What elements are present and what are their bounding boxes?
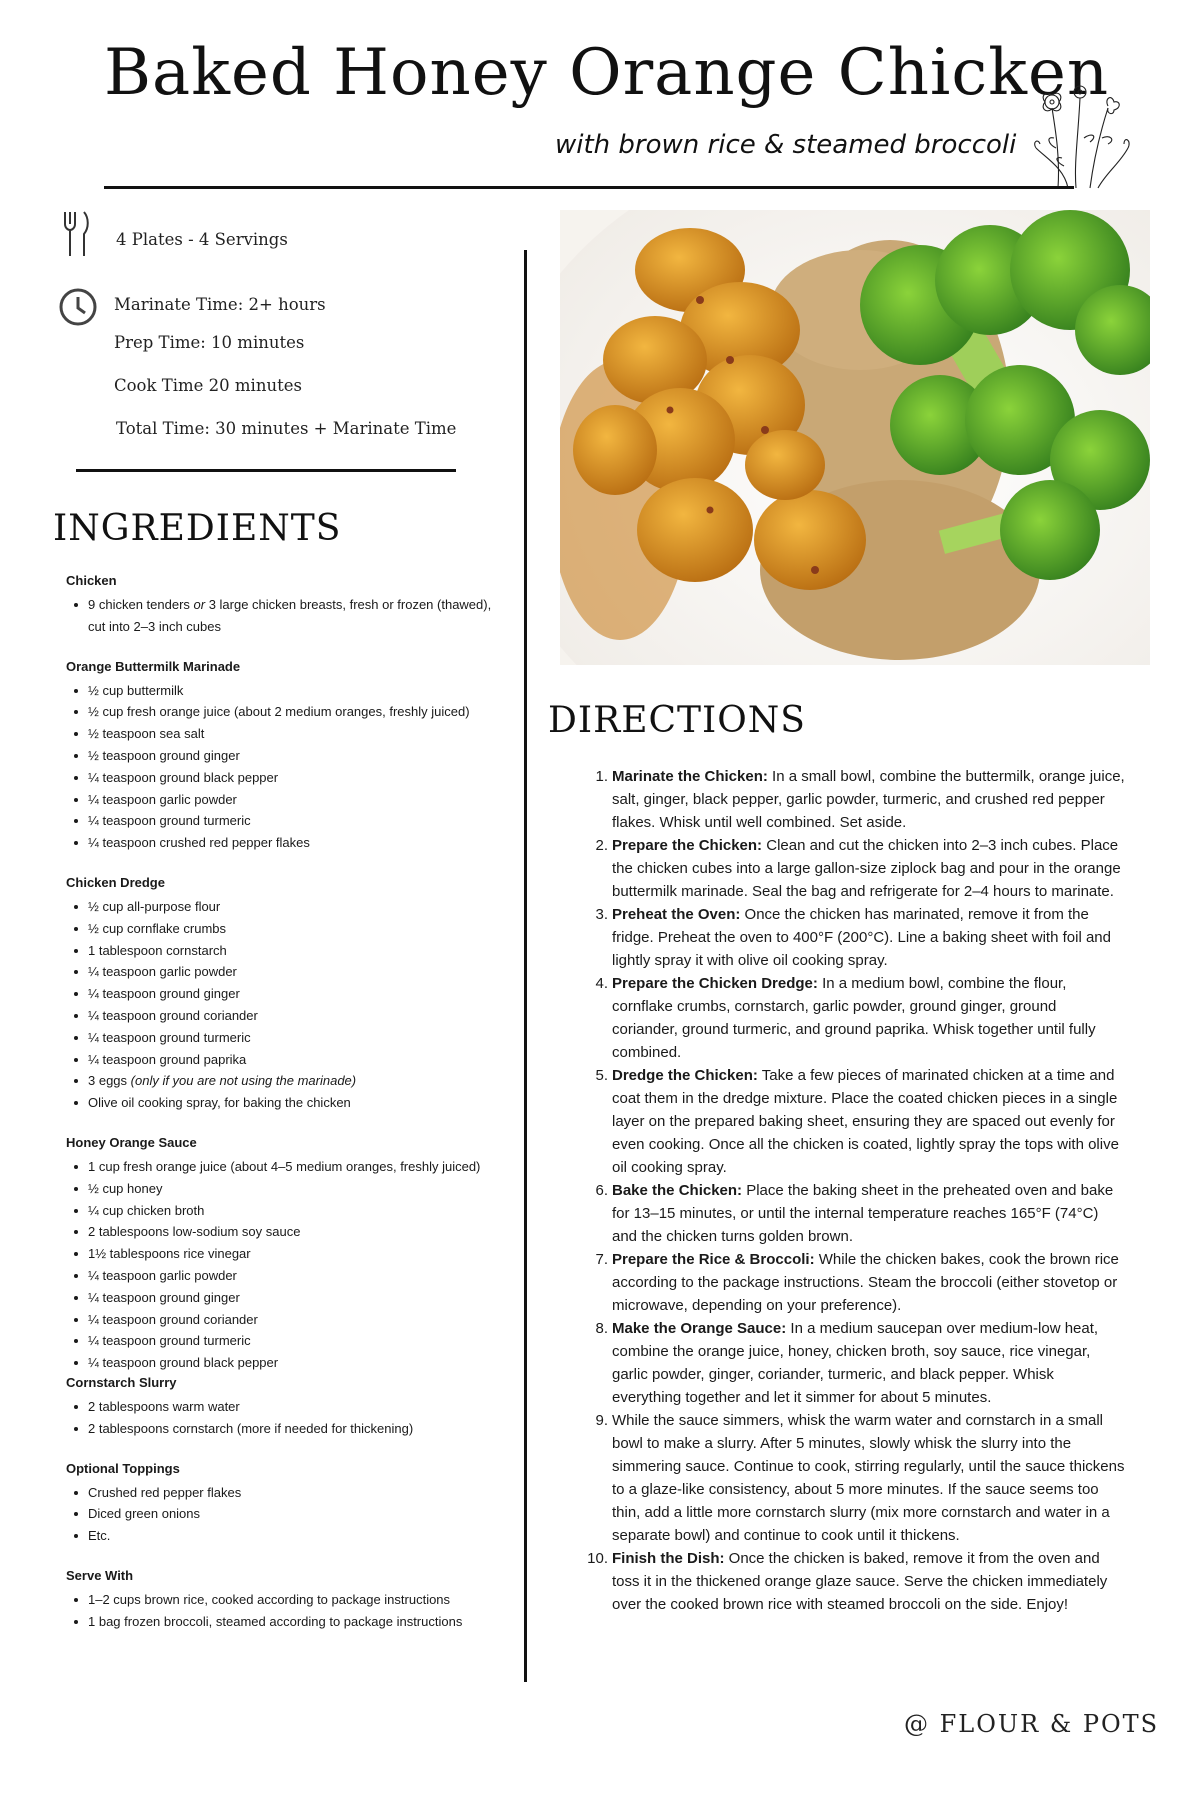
step-number: 5.	[595, 1067, 608, 1084]
ingredient-item: ½ cup cornflake crumbs	[88, 918, 506, 940]
direction-step	[587, 1547, 1126, 1616]
step-title: Dredge the Chicken:	[612, 1067, 758, 1084]
ingredient-items	[66, 680, 506, 854]
ingredient-items	[66, 594, 506, 638]
directions-list	[587, 765, 1126, 1616]
ingredient-item: ½ cup honey	[88, 1178, 506, 1200]
ingredient-item: ½ teaspoon sea salt	[88, 723, 506, 745]
step-number: 4.	[595, 975, 608, 992]
ingredient-item: ½ cup fresh orange juice (about 2 medium oranges, freshly juiced)	[88, 701, 506, 723]
recipe-subtitle: with brown rice & steamed broccoli	[555, 130, 1017, 160]
step-number: 2.	[595, 837, 608, 854]
step-title: Preheat the Oven:	[612, 906, 741, 923]
clock-icon	[58, 287, 98, 327]
step-number: 1.	[595, 768, 608, 785]
ingredient-item: Diced green onions	[88, 1503, 506, 1525]
ingredient-item: 2 tablespoons low-sodium soy sauce	[88, 1221, 506, 1243]
ingredient-group-title: Optional Toppings	[66, 1460, 180, 1476]
ingredient-item: ½ cup buttermilk	[88, 680, 506, 702]
step-title: Bake the Chicken:	[612, 1182, 743, 1199]
direction-step	[590, 1248, 1126, 1317]
ingredient-item: 9 chicken tenders or 3 large chicken breasts, fresh or frozen (thawed), cut into 2–3 inch cubes	[88, 594, 506, 638]
dish-photo	[560, 210, 1150, 665]
ingredient-item: 3 eggs (only if you are not using the marinade)	[88, 1070, 506, 1092]
cook-time: Cook Time 20 minutes	[114, 376, 302, 395]
ingredient-items	[66, 1156, 506, 1374]
ingredient-group-title: Orange Buttermilk Marinade	[66, 658, 241, 674]
ingredient-items	[66, 1589, 506, 1633]
ingredient-item: Etc.	[88, 1525, 506, 1547]
ingredient-group-title: Honey Orange Sauce	[66, 1134, 197, 1150]
ingredient-item: 1–2 cups brown rice, cooked according to package instructions	[88, 1589, 506, 1611]
direction-step	[590, 1317, 1126, 1409]
step-number: 3.	[595, 906, 608, 923]
ingredient-group	[66, 658, 506, 854]
ingredient-item: ½ cup all-purpose flour	[88, 896, 506, 918]
ingredient-item: ¼ teaspoon ground ginger	[88, 1287, 506, 1309]
direction-step	[590, 972, 1126, 1064]
title-divider	[104, 186, 1074, 189]
flower-sketch-icon	[1028, 78, 1138, 190]
fork-knife-icon	[62, 210, 90, 258]
step-title: Prepare the Chicken Dredge:	[612, 975, 818, 992]
ingredient-group	[66, 1134, 506, 1374]
ingredient-item: ¼ cup chicken broth	[88, 1200, 506, 1222]
step-number: 6.	[595, 1182, 608, 1199]
ingredients-list	[66, 572, 506, 1652]
direction-step	[590, 1409, 1126, 1547]
direction-step	[590, 834, 1126, 903]
step-text: Once the chicken is baked, remove it from the oven and toss it in the thickened orange glaze sauce. Serve the chicken immediately over the cooked brown rice with steamed broccoli on the side. Enjoy!	[612, 1550, 1108, 1613]
ingredients-heading: INGREDIENTS	[53, 508, 342, 549]
ingredient-item: ¼ teaspoon ground ginger	[88, 983, 506, 1005]
ingredient-group	[66, 1567, 506, 1633]
ingredient-item: 1 cup fresh orange juice (about 4–5 medium oranges, freshly juiced)	[88, 1156, 506, 1178]
direction-step	[590, 1179, 1126, 1248]
directions-heading: DIRECTIONS	[548, 700, 806, 741]
ingredient-group	[66, 1460, 506, 1547]
ingredient-group-title: Chicken Dredge	[66, 874, 165, 890]
prep-time: Prep Time: 10 minutes	[114, 333, 305, 352]
column-divider	[524, 250, 527, 1682]
ingredient-item: ½ teaspoon ground ginger	[88, 745, 506, 767]
recipe-title: Baked Honey Orange Chicken	[104, 36, 1110, 110]
step-number: 8.	[595, 1320, 608, 1337]
ingredient-item: ¼ teaspoon garlic powder	[88, 1265, 506, 1287]
ingredient-item: Crushed red pepper flakes	[88, 1482, 506, 1504]
ingredient-item: ¼ teaspoon ground turmeric	[88, 1027, 506, 1049]
ingredient-group-title: Chicken	[66, 573, 117, 588]
step-title: Make the Orange Sauce:	[612, 1320, 787, 1337]
ingredient-item: ¼ teaspoon ground coriander	[88, 1005, 506, 1027]
step-text: While the chicken bakes, cook the brown rice according to the package instructions. Steam the broccoli (either stovetop or microwave, depending on your preference).	[612, 1251, 1119, 1314]
ingredient-group	[66, 572, 506, 638]
ingredient-item: ¼ teaspoon ground black pepper	[88, 1352, 506, 1374]
ingredient-group	[66, 1374, 506, 1440]
step-title: Prepare the Chicken:	[612, 837, 763, 854]
ingredient-item: ¼ teaspoon garlic powder	[88, 789, 506, 811]
meta-divider	[76, 469, 456, 472]
servings: 4 Plates - 4 Servings	[116, 230, 288, 249]
ingredient-item: ¼ teaspoon ground turmeric	[88, 1330, 506, 1352]
step-text: Take a few pieces of marinated chicken at a time and coat them in the dredge mixture. Place the coated chicken pieces in a single layer on the prepared baking sheet, ensuring they are spaced out evenly for even cooking. Once all the chicken is coated, lightly spray the tops with olive oil cooking spray.	[612, 1067, 1119, 1176]
step-title: Marinate the Chicken:	[612, 768, 768, 785]
step-text: In a small bowl, combine the buttermilk, orange juice, salt, ginger, black pepper, garlic powder, turmeric, and crushed red pepper flakes. Whisk until well combined. Set aside.	[612, 768, 1125, 831]
ingredient-item: ¼ teaspoon ground paprika	[88, 1049, 506, 1071]
ingredient-item: ¼ teaspoon crushed red pepper flakes	[88, 832, 506, 854]
direction-step	[590, 765, 1126, 834]
step-text: Clean and cut the chicken into 2–3 inch cubes. Place the chicken cubes into a large gallon-size ziplock bag and pour in the orange buttermilk marinade. Seal the bag and refrigerate for 2–4 hours to marinate.	[612, 837, 1121, 900]
ingredient-group-title: Serve With	[66, 1567, 134, 1583]
ingredient-group-title: Cornstarch Slurry	[66, 1374, 177, 1390]
ingredient-item: ¼ teaspoon ground coriander	[88, 1309, 506, 1331]
ingredient-item: ¼ teaspoon ground black pepper	[88, 767, 506, 789]
step-text: While the sauce simmers, whisk the warm water and cornstarch in a small bowl to make a slurry. After 5 minutes, slowly whisk the slurry into the simmering sauce. Continue to cook, stirring regularly, until the sauce thickens to a glaze-like consistency, about 5 more minutes. If the sauce seems too thin, add a little more cornstarch slurry (mix more cornstarch and water in a separate bowl) and continue to cook until it thickens.	[612, 1412, 1125, 1544]
ingredient-items	[66, 896, 506, 1114]
ingredient-item: ¼ teaspoon ground turmeric	[88, 810, 506, 832]
step-title: Prepare the Rice & Broccoli:	[612, 1251, 815, 1268]
step-text: In a medium bowl, combine the flour, cornflake crumbs, cornstarch, garlic powder, ground ginger, ground coriander, ground turmeric, and ground paprika. Whisk together until fully combined.	[612, 975, 1096, 1061]
direction-step	[590, 1064, 1126, 1179]
ingredient-item: Olive oil cooking spray, for baking the chicken	[88, 1092, 506, 1114]
ingredient-item: 1 bag frozen broccoli, steamed according to package instructions	[88, 1611, 506, 1633]
step-number: 7.	[595, 1251, 608, 1268]
ingredient-item: ¼ teaspoon garlic powder	[88, 961, 506, 983]
step-text: Once the chicken has marinated, remove it from the fridge. Preheat the oven to 400°F (200°C). Line a baking sheet with foil and lightly spray it with olive oil cooking spray.	[612, 906, 1111, 969]
ingredient-group	[66, 874, 506, 1114]
step-number: 9.	[595, 1412, 608, 1429]
step-title: Finish the Dish:	[612, 1550, 725, 1567]
direction-step	[590, 903, 1126, 972]
ingredient-item: 1 tablespoon cornstarch	[88, 940, 506, 962]
ingredient-items	[66, 1396, 506, 1440]
total-time: Total Time: 30 minutes + Marinate Time	[116, 419, 457, 438]
step-text: Place the baking sheet in the preheated oven and bake for 13–15 minutes, or until the internal temperature reaches 165°F (74°C) and the chicken turns golden brown.	[612, 1182, 1114, 1245]
ingredient-item: 2 tablespoons warm water	[88, 1396, 506, 1418]
step-text: In a medium saucepan over medium-low heat, combine the orange juice, honey, chicken broth, soy sauce, rice vinegar, garlic powder, ginger, coriander, turmeric, and black pepper. Whisk everything together and let it simmer for about 5 minutes.	[612, 1320, 1099, 1406]
footer-credit: @ FLOUR & POTS	[904, 1710, 1160, 1738]
step-number: 10.	[587, 1550, 608, 1567]
marinate-time: Marinate Time: 2+ hours	[114, 295, 326, 314]
ingredient-items	[66, 1482, 506, 1547]
ingredient-item: 2 tablespoons cornstarch (more if needed for thickening)	[88, 1418, 506, 1440]
ingredient-item: 1½ tablespoons rice vinegar	[88, 1243, 506, 1265]
